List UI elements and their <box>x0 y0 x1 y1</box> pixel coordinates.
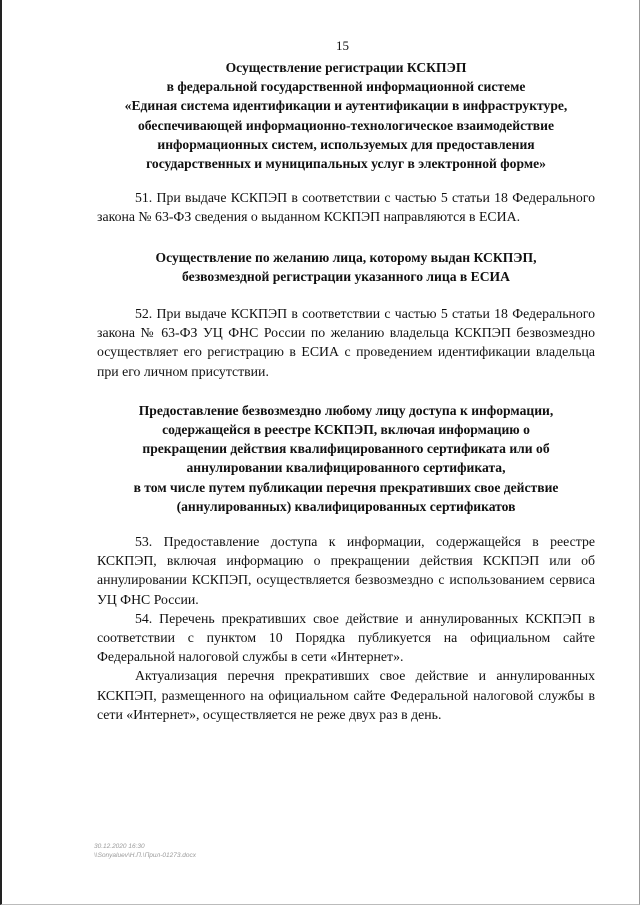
heading-line: (аннулированных) квалифицированных сертификатов <box>176 498 516 514</box>
heading-line: Осуществление по желанию лица, которому выдан КСКПЭП, <box>155 249 537 265</box>
heading-line: в том числе путем публикации перечня прекративших свое действие <box>133 479 559 495</box>
heading-line: содержащейся в реестре КСКПЭП, включая информацию о <box>162 422 530 438</box>
footer-timestamp: 30.12.2020 16:30 <box>94 843 145 850</box>
paragraph-54: 54. Перечень прекративших свое действие и аннулированных КСКПЭП в соответствии с пунктом 10 Порядка публикуется на официальном сайте Федеральной налоговой службы в сети «Интернет». <box>97 610 595 665</box>
file-footer <box>94 842 196 860</box>
document-body <box>97 58 595 724</box>
section-heading-free-registration <box>97 248 595 286</box>
heading-line: обеспечивающей информационно-технологическое взаимодействие <box>137 117 555 133</box>
section-heading-registry-access <box>97 401 595 516</box>
heading-line: Осуществление регистрации КСКПЭП <box>225 60 467 75</box>
heading-line: государственных и муниципальных услуг в электронной форме» <box>146 156 546 172</box>
footer-filepath: \\Sonyaluev\Н.П.\Прил-01273.docx <box>94 852 196 859</box>
paragraph-53: 53. Предоставление доступа к информации, содержащейся в реестре КСКПЭП, включая информацию о прекращении действия КСКПЭП или об аннулировании КСКПЭП, осуществляется безвозмездно с использованием сервиса УЦ ФНС России. <box>97 534 595 607</box>
paragraph-51: 51. При выдаче КСКПЭП в соответствии с частью 5 статьи 18 Федерального закона № 63-ФЗ сведения о выданном КСКПЭП направляются в ЕСИА. <box>97 190 595 225</box>
paragraph-update: Актуализация перечня прекративших свое действие и аннулированных КСКПЭП, размещенного на официальном сайте Федеральной налоговой службы в сети «Интернет», осуществляется не реже двух раз в день. <box>97 668 595 722</box>
section-heading-esia-registration <box>97 58 595 173</box>
heading-line: информационных систем, используемых для предоставления <box>157 136 535 152</box>
page-number: 15 <box>336 38 349 53</box>
heading-line: аннулировании квалифицированного сертификата, <box>186 460 506 476</box>
heading-line: «Единая система идентификации и аутентификации в инфраструктуре, <box>124 98 568 114</box>
heading-line: безвозмездной регистрации указанного лица в ЕСИА <box>182 268 510 284</box>
heading-line: прекращении действия квалифицированного сертификата или об <box>142 441 550 457</box>
heading-line: в федеральной государственной информационной системе <box>166 79 526 95</box>
paragraph-52: 52. При выдаче КСКПЭП в соответствии с частью 5 статьи 18 Федерального закона № 63-ФЗ УЦ ФНС России по желанию владельца КСКПЭП безвозмездно осуществляет его регистрацию в ЕСИА с проведением идентификации владельца при его личном присутствии. <box>97 306 595 379</box>
heading-line: Предоставление безвозмездно любому лицу доступа к информации, <box>138 402 554 418</box>
